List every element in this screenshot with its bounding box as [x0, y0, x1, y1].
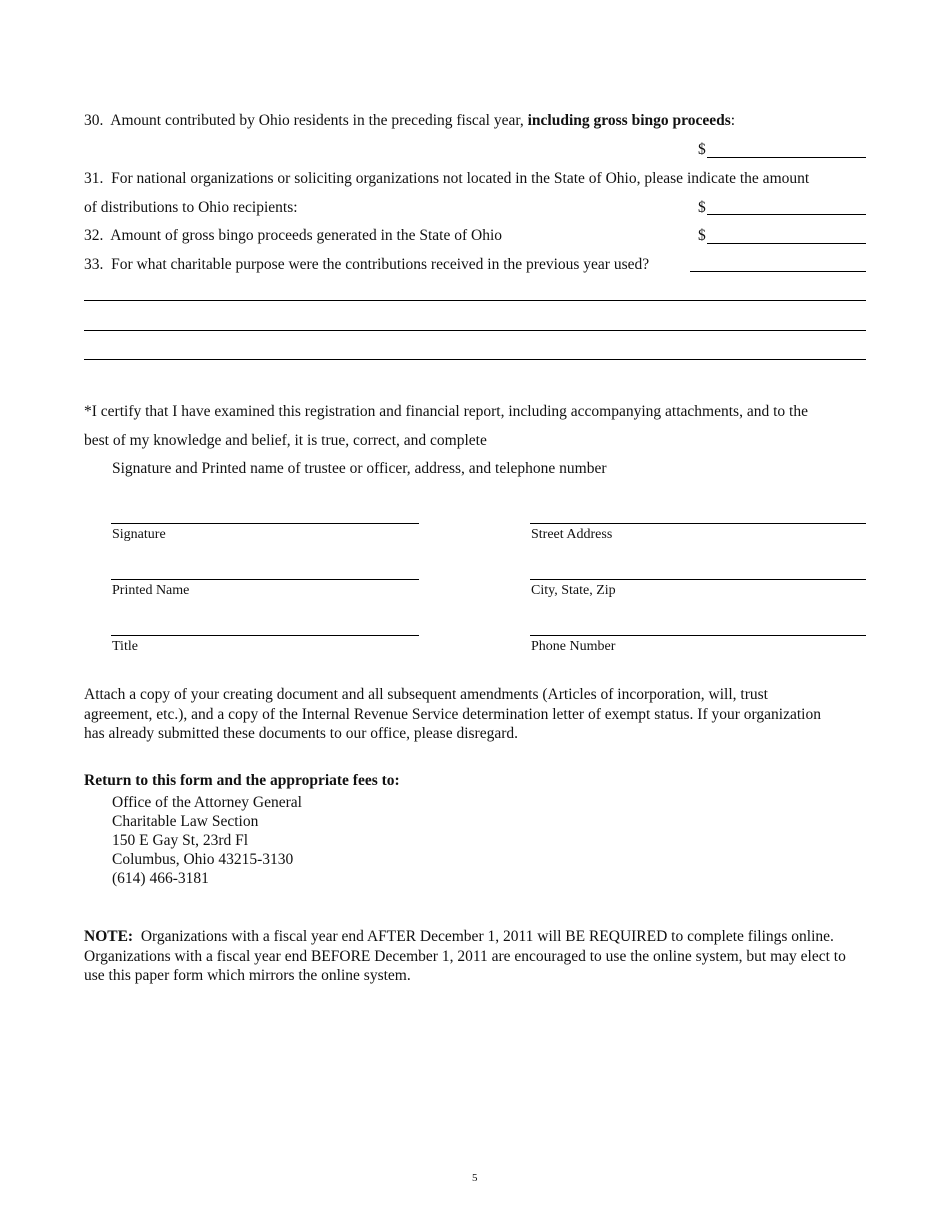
note-label: NOTE: — [84, 928, 134, 945]
question-33-answer-line-2[interactable] — [84, 300, 866, 301]
address-line-section: Charitable Law Section — [112, 813, 259, 830]
question-31-currency: $ — [698, 199, 706, 216]
question-30-number: 30. — [84, 112, 104, 129]
printed-name-field[interactable] — [111, 579, 419, 580]
street-address-field[interactable] — [530, 523, 866, 524]
question-33-answer-line-4[interactable] — [84, 359, 866, 360]
phone-number-label: Phone Number — [531, 639, 616, 654]
city-state-zip-label: City, State, Zip — [531, 583, 616, 598]
question-30-text: Amount contributed by Ohio residents in the preceding fiscal year, — [110, 112, 524, 129]
question-30-bold-text: including gross bingo proceeds — [527, 112, 731, 129]
question-32-text: Amount of gross bingo proceeds generated in the State of Ohio — [110, 227, 502, 244]
address-line-phone: (614) 466-3181 — [112, 870, 209, 887]
question-33-text: For what charitable purpose were the contributions received in the previous year used? — [111, 256, 650, 273]
question-31-line2: of distributions to Ohio recipients: — [84, 199, 298, 216]
address-line-office: Office of the Attorney General — [112, 794, 302, 811]
question-33-number: 33. — [84, 256, 104, 273]
question-30-amount-field[interactable] — [707, 157, 866, 158]
signature-label: Signature — [112, 527, 166, 542]
return-heading: Return to this form and the appropriate fees to: — [84, 772, 400, 789]
question-31 — [84, 170, 809, 188]
question-30-currency: $ — [698, 141, 706, 158]
street-address-label: Street Address — [531, 527, 613, 542]
question-30: 30. Amount contributed by Ohio residents in the preceding fiscal year, including gross bingo proceeds: — [84, 112, 736, 129]
certification-line-1: *I certify that I have examined this registration and financial report, including accompanying attachments, and to the — [84, 403, 808, 420]
question-33-answer-line-3[interactable] — [84, 330, 866, 331]
question-31-line1: For national organizations or soliciting organizations not located in the State of Ohio, please indicate the amount — [111, 170, 810, 187]
question-31-number: 31. — [84, 170, 104, 187]
note-text: Organizations with a fiscal year end AFTER December 1, 2011 will BE REQUIRED to complete filings online. Organizations with a fiscal year end BEFORE December 1, 2011 are encouraged to use the online system, but may elect to use this paper form which mirrors the online system. — [84, 928, 846, 984]
return-address — [112, 793, 302, 888]
question-33-answer-field[interactable] — [690, 271, 866, 272]
page-number: 5 — [472, 1172, 478, 1184]
printed-name-label: Printed Name — [112, 583, 190, 598]
attach-documents-note: Attach a copy of your creating document and all subsequent amendments (Articles of incorporation, will, trust agreement, etc.), and a copy of the Internal Revenue Service determination letter of exempt status. If your organization has already submitted these documents to our office, please disregard. — [84, 686, 821, 742]
address-line-city: Columbus, Ohio 43215-3130 — [112, 851, 294, 868]
title-field[interactable] — [111, 635, 419, 636]
question-31-amount-field[interactable] — [707, 214, 866, 215]
signature-field[interactable] — [111, 523, 419, 524]
phone-number-field[interactable] — [530, 635, 866, 636]
question-32-currency: $ — [698, 227, 706, 244]
address-line-street: 150 E Gay St, 23rd Fl — [112, 832, 249, 849]
question-32-number: 32. — [84, 227, 104, 244]
question-33 — [84, 256, 649, 274]
certification-line-2: best of my knowledge and belief, it is true, correct, and complete — [84, 432, 487, 449]
note-paragraph — [84, 927, 849, 986]
city-state-zip-field[interactable] — [530, 579, 866, 580]
certification-instruction: Signature and Printed name of trustee or officer, address, and telephone number — [112, 460, 607, 477]
title-label: Title — [112, 639, 138, 654]
question-32-amount-field[interactable] — [707, 243, 866, 244]
question-32 — [84, 227, 502, 245]
